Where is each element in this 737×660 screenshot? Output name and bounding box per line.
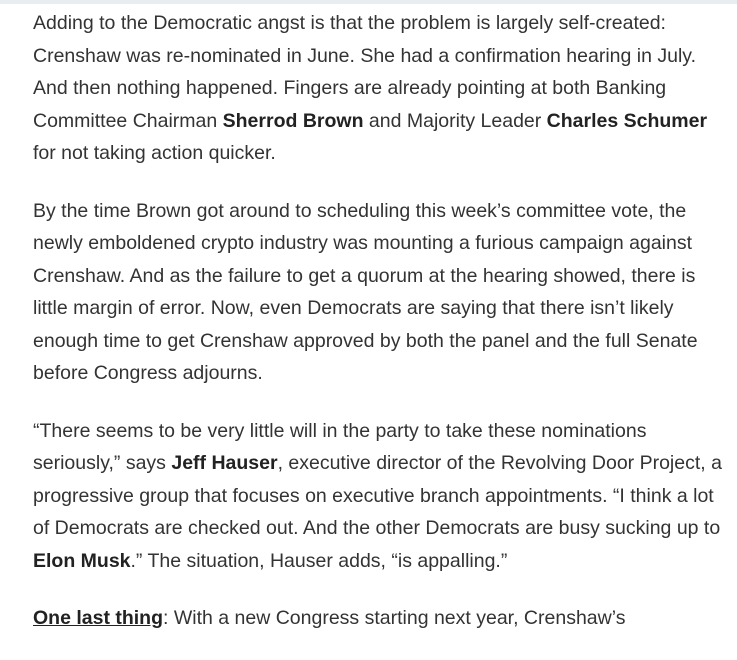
paragraph-1-text-a: Adding to the Democratic angst is that the problem is largely self-created: Crenshaw was re-nominated in June. She had a confirmation hearing in July. And then nothing happened. Fingers are already pointing at both Banking Committee Chairman (33, 12, 696, 132)
paragraph-4 (33, 602, 723, 635)
paragraph-3-text-a: “There seems to be very little will in the party to take these nominations seriously,” says (33, 419, 647, 474)
paragraph-4-text: : With a new Congress starting next year, Crenshaw’s (163, 607, 626, 629)
paragraph-1 (33, 7, 723, 170)
one-last-thing-lead: One last thing (33, 607, 164, 629)
paragraph-1-text-b: and Majority Leader (363, 109, 547, 132)
person-elon-musk: Elon Musk (33, 549, 131, 572)
person-charles-schumer: Charles Schumer (546, 109, 708, 132)
paragraph-3-text-b: , executive director of the Revolving Door Project, a progressive group that focuses on executive branch appointments. “I think a lot of Democrats are checked out. And the other Democrats are busy sucking up to (33, 452, 722, 539)
paragraph-3-text-c: .” The situation, Hauser adds, “is appalling.” (130, 549, 508, 572)
article-body (33, 7, 723, 660)
paragraph-3 (33, 415, 723, 578)
person-jeff-hauser: Jeff Hauser (171, 452, 278, 474)
paragraph-2: By the time Brown got around to scheduling this week’s committee vote, the newly emboldened crypto industry was mounting a furious campaign against Crenshaw. And as the failure to get a quorum at the hearing showed, there is little margin of error. Now, even Democrats are saying that there isn’t likely enough time to get Crenshaw approved by both the panel and the full Senate before Congress adjourns. (33, 199, 698, 384)
top-divider (0, 0, 737, 4)
paragraph-1-text-c: for not taking action quicker. (33, 142, 276, 164)
person-sherrod-brown: Sherrod Brown (222, 109, 364, 132)
